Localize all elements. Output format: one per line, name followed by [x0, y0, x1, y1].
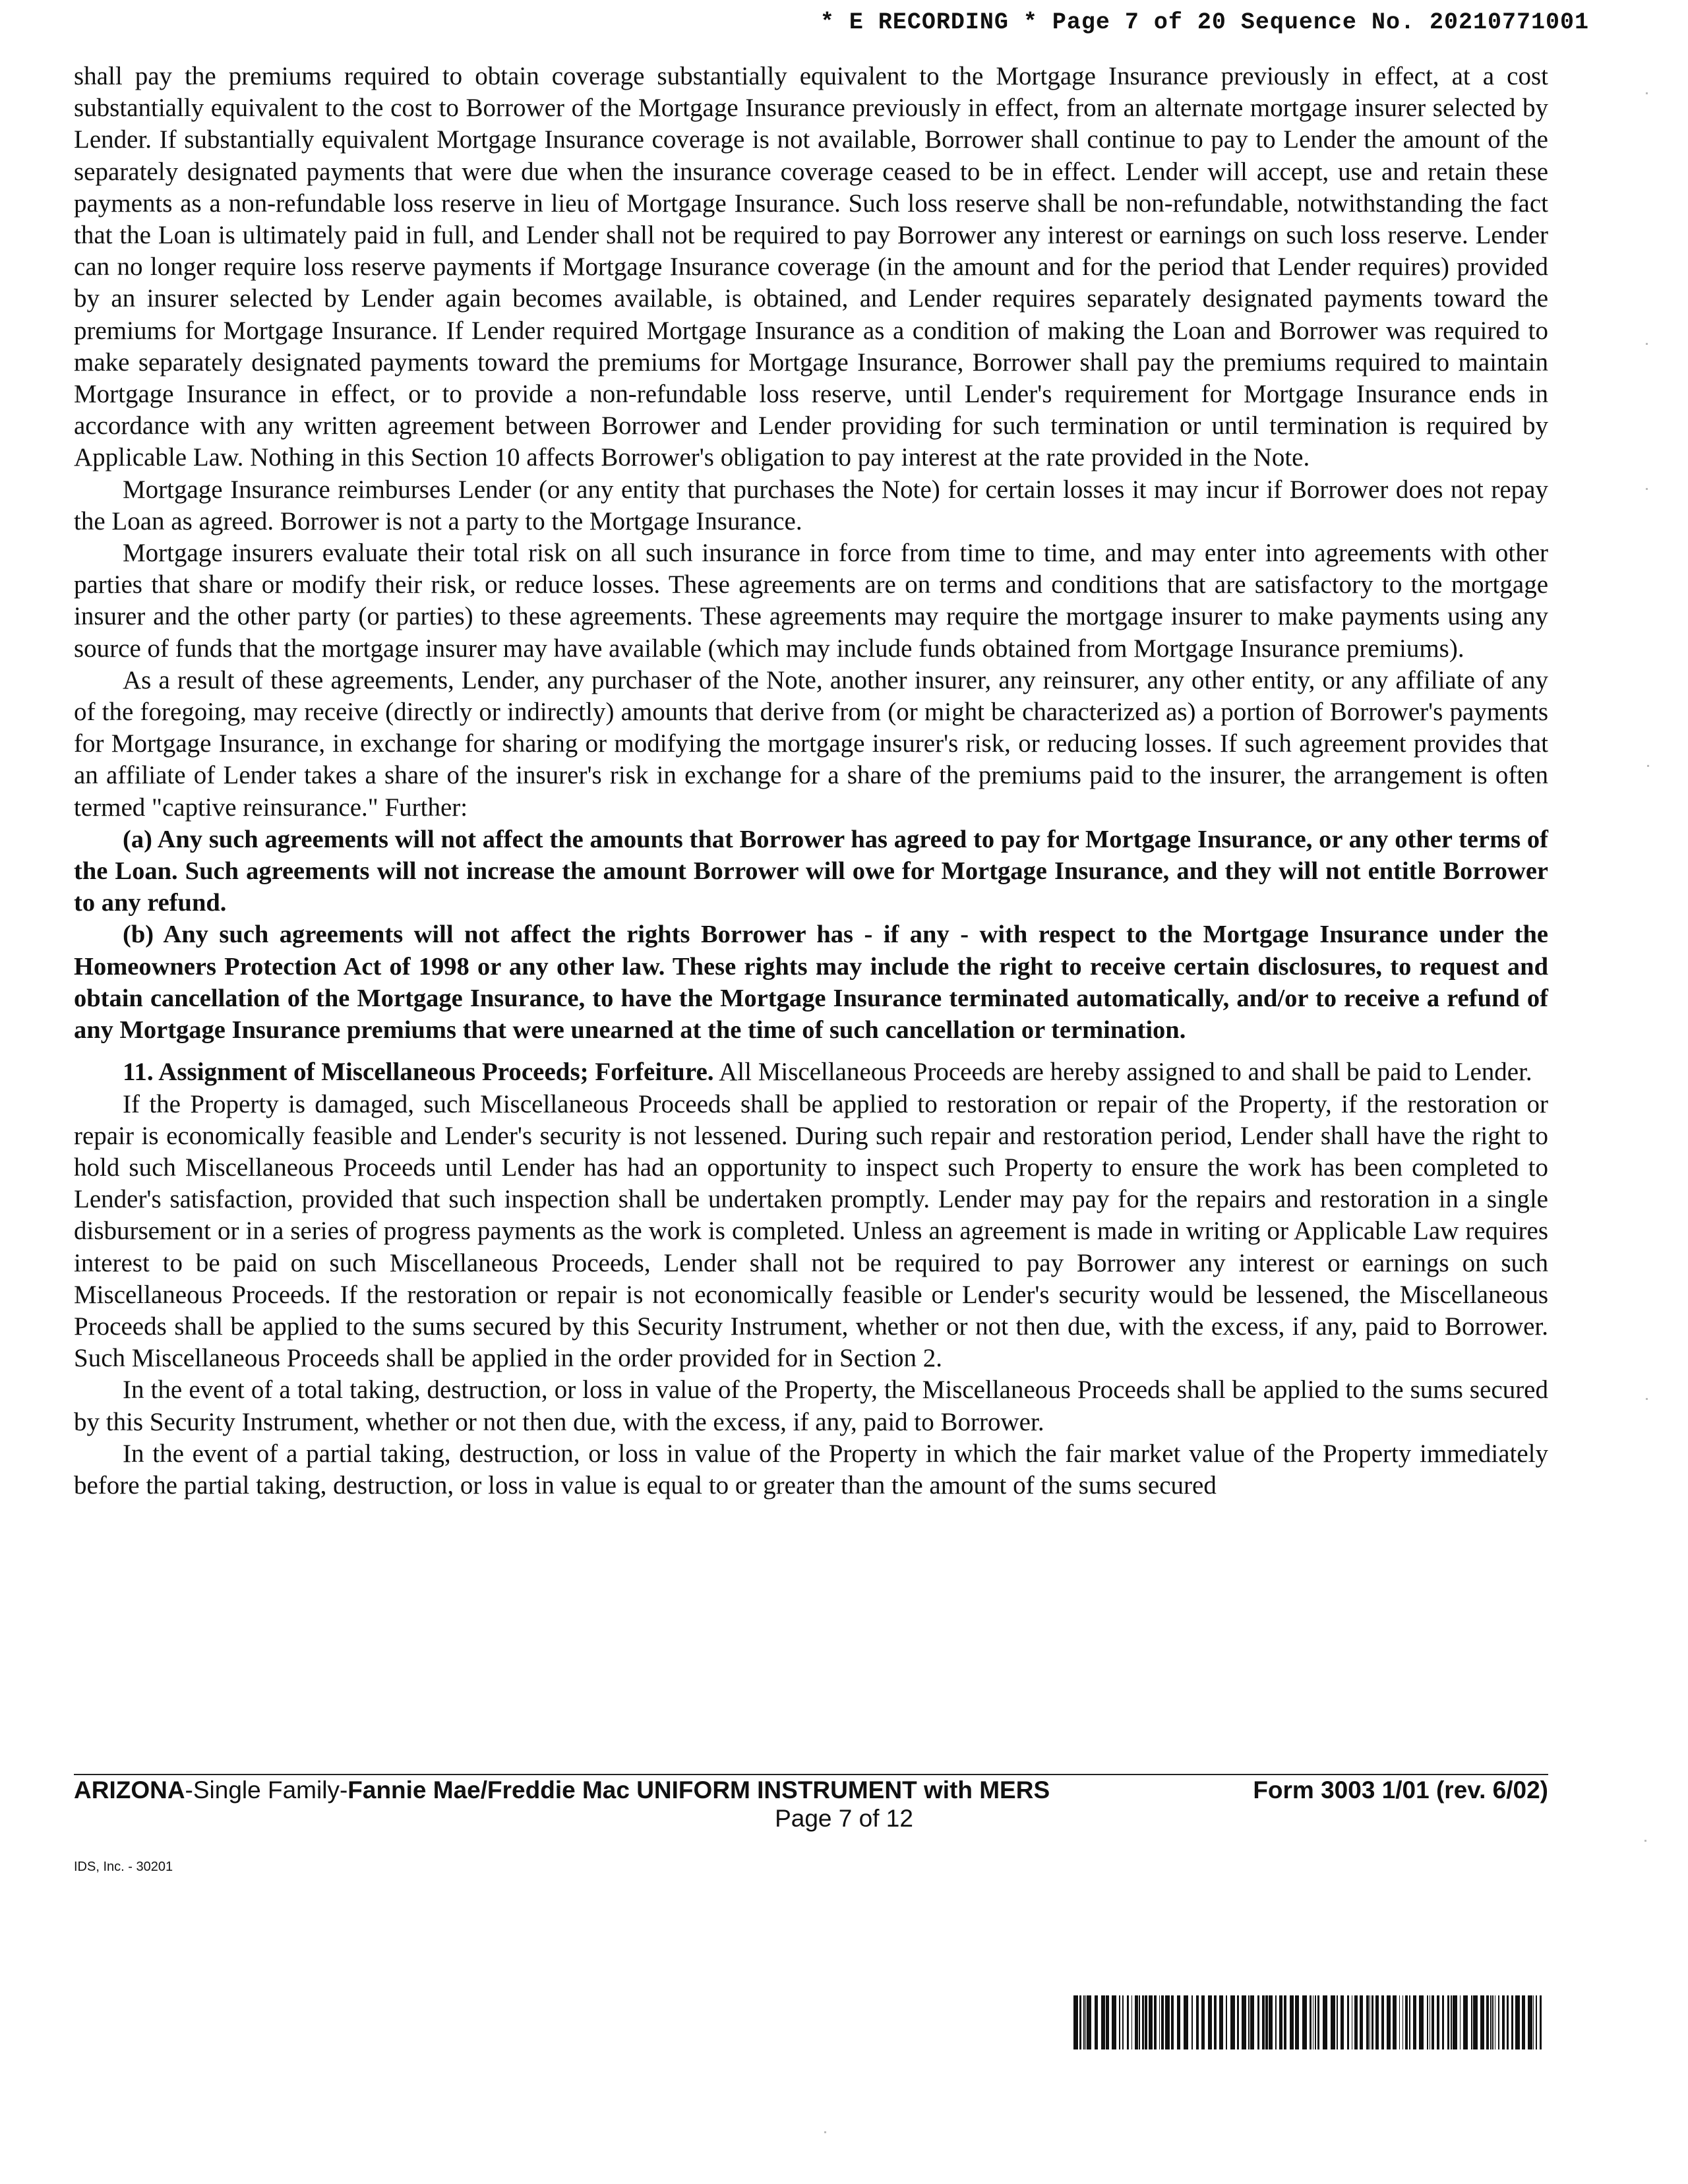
barcode-bar [1295, 1995, 1299, 2049]
paragraph-continuation: shall pay the premiums required to obtain coverage substantially equivalent to the Mortgage Insurance previously in effect, at a cost substantially equivalent to the cost to Borrower of the Mortgage Insurance previously in effect, from an alternate mortgage insurer selected by Lender. If substantially equivalent Mortgage Insurance coverage is not available, Borrower shall continue to pay to Lender the amount of the separately designated payments that were due when the insurance coverage ceased to be in effect. Lender will accept, use and retain these payments as a non-refundable loss reserve in lieu of Mortgage Insurance. Such loss reserve shall be non-refundable, notwithstanding the fact that the Loan is ultimately paid in full, and Lender shall not be required to pay Borrower any interest or earnings on such loss reserve. Lender can no longer require loss reserve payments if Mortgage Insurance coverage (in the amount and for the period that Lender requires) provided by an insurer selected by Lender again becomes available, is obtained, and Lender requires separately designated payments toward the premiums for Mortgage Insurance. If Lender required Mortgage Insurance as a condition of making the Loan and Borrower was required to make separately designated payments toward the premiums for Mortgage Insurance, Borrower shall pay the premiums required to maintain Mortgage Insurance in effect, or to provide a non-refundable loss reserve, until Lender's requirement for Mortgage Insurance ends in accordance with any written agreement between Borrower and Lender providing for such termination or until termination is required by Applicable Law. Nothing in this Section 10 affects Borrower's obligation to pay interest at the rate provided in the Note. [74, 62, 1548, 472]
scan-speck [1647, 765, 1649, 767]
barcode-bar [1159, 1995, 1160, 2049]
barcode-bar [1533, 1995, 1534, 2049]
barcode-bar [1177, 1995, 1180, 2049]
barcode-bar [1405, 1995, 1408, 2049]
barcode-bar [1226, 1995, 1227, 2049]
barcode-bar [1447, 1995, 1449, 2049]
barcode-bar [1284, 1995, 1286, 2049]
clause-b: (b) Any such agreements will not affect the rights Borrower has - if any - with respect to the Mortgage Insurance under the Homeowners Protection Act of 1998 or any other law. These rights may include the right to receive certain disclosures, to request and obtain cancellation of the Mortgage Insurance, to have the Mortgage Insurance terminated automatically, and/or to receive a refund of any Mortgage Insurance premiums that were unearned at the time of such cancellation or termination. [74, 921, 1548, 1045]
barcode-bar [1208, 1995, 1212, 2049]
footer-family: -Single Family- [185, 1776, 348, 1804]
barcode-bar [1214, 1995, 1217, 2049]
barcode-bar [1419, 1995, 1424, 2049]
barcode-bar [1347, 1995, 1349, 2049]
footer-state: ARIZONA [74, 1776, 185, 1804]
body-text [74, 61, 1548, 1502]
barcode-bar [1471, 1995, 1472, 2049]
barcode-bar [1427, 1995, 1428, 2049]
barcode-bar [1536, 1995, 1537, 2049]
barcode-bar [1073, 1995, 1078, 2049]
barcode-bar [1101, 1995, 1105, 2049]
barcode-bar [1360, 1995, 1363, 2049]
scan-speck [824, 2131, 826, 2133]
paragraph-property-damaged: If the Property is damaged, such Miscellaneous Proceeds shall be applied to restoration or repair of the Property, if the restoration or repair is economically feasible and Lender's security is not lessened. During such repair and restoration period, Lender shall have the right to hold such Miscellaneous Proceeds until Lender has had an opportunity to inspect such Property to ensure the work has been completed to Lender's satisfaction, provided that such inspection shall be undertaken promptly. Lender may pay for the repairs and restoration in a single disbursement or in a series of progress payments as the work is completed. Unless an agreement is made in writing or Applicable Law requires interest to be paid on such Miscellaneous Proceeds, Lender shall not be required to pay Borrower any interest or earnings on such Miscellaneous Proceeds. If the restoration or repair is not economically feasible or Lender's security would be lessened, the Miscellaneous Proceeds shall be applied to the sums secured by this Security Instrument, whether or not then due, with the excess, if any, paid to Borrower. Such Miscellaneous Proceeds shall be applied in the order provided for in Section 2. [74, 1089, 1548, 1373]
barcode-bar [1127, 1995, 1129, 2049]
barcode-bar [1528, 1995, 1532, 2049]
barcode-bar [1279, 1995, 1282, 2049]
barcode-bar [1490, 1995, 1492, 2049]
barcode-bar [1502, 1995, 1505, 2049]
barcode-bar [1106, 1995, 1109, 2049]
barcode-bar [1131, 1995, 1132, 2049]
barcode-bar [1142, 1995, 1144, 2049]
clause-a: (a) Any such agreements will not affect the amounts that Borrower has agreed to pay for Mortgage Insurance, or any other terms of the Loan. Such agreements will not increase the amount Borrower will owe for Mortgage Insurance, and they will not entitle Borrower to any refund. [74, 825, 1548, 917]
barcode-bar [1184, 1995, 1188, 2049]
barcode-bar [1522, 1995, 1525, 2049]
paragraph-mortgage-insurance-reimburses: Mortgage Insurance reimburses Lender (or any entity that purchases the Note) for certain losses it may incur if Borrower does not repay the Loan as agreed. Borrower is not a party to the Mortgage Insurance. [74, 475, 1548, 535]
scan-speck [1646, 1398, 1648, 1400]
barcode-bar [1201, 1995, 1205, 2049]
paragraph-result-of-agreements: As a result of these agreements, Lender, any purchaser of the Note, another insurer, any reinsurer, any other entity, or any affiliate of any of the foregoing, may receive (directly or indirectly) amounts that derive from (or might be characterized as) a portion of Borrower's payments for Mortgage Insurance, in exchange for sharing or modifying the mortgage insurer's risk, or reducing losses. If such agreement provides that an affiliate of Lender takes a share of the insurer's risk in exchange for a share of the premiums paid to the insurer, the arrangement is often termed "captive reinsurance." Further: [74, 665, 1548, 822]
barcode-bar [1375, 1995, 1379, 2049]
barcode-bar [1486, 1995, 1489, 2049]
barcode-bar [1432, 1995, 1434, 2049]
barcode-bar [1145, 1995, 1147, 2049]
barcode-bar [1480, 1995, 1484, 2049]
barcode-bar [1265, 1995, 1268, 2049]
barcode-bar [1323, 1995, 1327, 2049]
footer-instrument: Fannie Mae/Freddie Mac UNIFORM INSTRUMENT with MERS [347, 1776, 1050, 1804]
barcode-bar [1191, 1995, 1193, 2049]
barcode-bar [1230, 1995, 1235, 2049]
barcode-bar [1149, 1995, 1153, 2049]
barcode-bar [1083, 1995, 1085, 2049]
barcode-bar [1269, 1995, 1273, 2049]
barcode-bar [1451, 1995, 1452, 2049]
barcode-bar [1515, 1995, 1520, 2049]
barcode-bar [1154, 1995, 1157, 2049]
barcode-bar [1122, 1995, 1124, 2049]
barcode-bar [1302, 1995, 1307, 2049]
barcode-bar [1310, 1995, 1311, 2049]
scan-speck [1646, 343, 1648, 345]
barcode-bar [1402, 1995, 1403, 2049]
barcode-bar [1250, 1995, 1254, 2049]
barcode-bar [1453, 1995, 1457, 2049]
barcode [1073, 1995, 1543, 2049]
paragraph-total-taking: In the event of a total taking, destruction, or loss in value of the Property, the Miscellaneous Proceeds shall be applied to the sums secured by this Security Instrument, whether or not then due, with the excess, if any, paid to Borrower. [74, 1376, 1548, 1436]
section-11-intro [74, 1056, 1548, 1088]
barcode-bar [1460, 1995, 1461, 2049]
barcode-bar [1139, 1995, 1140, 2049]
barcode-bar [1498, 1995, 1499, 2049]
barcode-bar [1507, 1995, 1509, 2049]
paragraph-partial-taking: In the event of a partial taking, destruction, or loss in value of the Property in which the fair market value of the Property immediately before the partial taking, destruction, or loss in value is equal to or greater than the amount of the sums secured [74, 1439, 1548, 1500]
barcode-bar [1381, 1995, 1384, 2049]
barcode-bar [1393, 1995, 1397, 2049]
barcode-bar [1387, 1995, 1391, 2049]
barcode-bar [1242, 1995, 1246, 2049]
barcode-bar [1275, 1995, 1277, 2049]
paragraph-mortgage-insurers-evaluate: Mortgage insurers evaluate their total risk on all such insurance in force from time to time, and may enter into agreements with other parties that share or modify their risk, or reduce losses. These agreements are on terms and conditions that are satisfactory to the mortgage insurer and the other party (or parties) to these agreements. These agreements may require the mortgage insurer to make payments using any source of funds that the mortgage insurer may have available (which may include funds obtained from Mortgage Insurance premiums). [74, 539, 1548, 663]
barcode-bar [1237, 1995, 1239, 2049]
footer-form-number: Form 3003 1/01 (rev. 6/02) [1253, 1776, 1548, 1804]
barcode-bar [1463, 1995, 1468, 2049]
barcode-bar [1337, 1995, 1338, 2049]
section-11-intro-text: All Miscellaneous Proceeds are hereby assigned to and shall be paid to Lender. [713, 1058, 1532, 1087]
barcode-bar [1257, 1995, 1259, 2049]
section-11-title: 11. Assignment of Miscellaneous Proceeds; Forfeiture. [123, 1058, 714, 1087]
barcode-bar [1413, 1995, 1416, 2049]
footer-ids: IDS, Inc. - 30201 [74, 1860, 173, 1874]
barcode-bar [1437, 1995, 1439, 2049]
barcode-bar [1473, 1995, 1478, 2049]
barcode-bar [1085, 1995, 1086, 2049]
footer-page-number: Page 7 of 12 [775, 1805, 913, 1832]
scan-speck [1646, 488, 1648, 490]
barcode-bar [1196, 1995, 1199, 2049]
barcode-bar [1354, 1995, 1358, 2049]
barcode-bar [1087, 1995, 1091, 2049]
recording-header: * E RECORDING * Page 7 of 20 Sequence No. 20210771001 [820, 9, 1589, 36]
scan-speck [1644, 1840, 1646, 1842]
barcode-bar [1262, 1995, 1265, 2049]
barcode-bar [1112, 1995, 1116, 2049]
barcode-bar [1442, 1995, 1444, 2049]
barcode-bar [1079, 1995, 1081, 2049]
barcode-bar [1331, 1995, 1335, 2049]
barcode-bar [1366, 1995, 1369, 2049]
barcode-bar [1409, 1995, 1410, 2049]
barcode-bar [1492, 1995, 1493, 2049]
barcode-bar [1248, 1995, 1250, 2049]
barcode-bar [1219, 1995, 1223, 2049]
barcode-bar [1540, 1995, 1542, 2049]
barcode-bar [1165, 1995, 1170, 2049]
barcode-bar [1171, 1995, 1174, 2049]
barcode-bar [1119, 1995, 1120, 2049]
barcode-bar [1372, 1995, 1373, 2049]
barcode-bar [1341, 1995, 1344, 2049]
barcode-bar [1317, 1995, 1319, 2049]
barcode-bar [1399, 1995, 1400, 2049]
scan-speck [1646, 92, 1648, 94]
barcode-bar [1161, 1995, 1164, 2049]
barcode-bar [1135, 1995, 1138, 2049]
barcode-bar [1315, 1995, 1316, 2049]
barcode-bar [1095, 1995, 1098, 2049]
barcode-bar [1290, 1995, 1294, 2049]
barcode-bar [1511, 1995, 1513, 2049]
